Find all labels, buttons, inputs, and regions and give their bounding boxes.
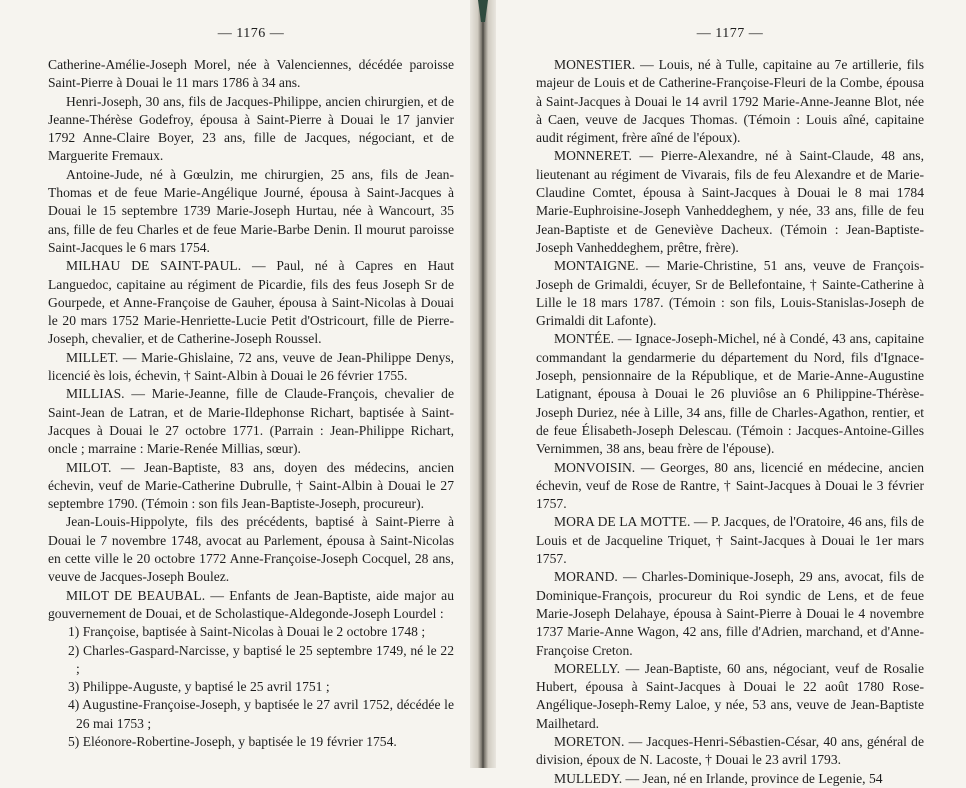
entry-mulledy: MULLEDY. — Jean, né en Irlande, province de Legenie, 54 <box>554 770 883 786</box>
entry-monneret: MONNERET. — Pierre-Alexandre, né à Saint-Claude, 48 ans, lieutenant au régiment de Vivarais, fils de feu Alexandre et de Marie-Claudine Comtet, épousa à Saint-Jacques à Douai le 8 mai 1784 Marie-Euphroisine-Joseph Vanheddeghem, y née, 33 ans, fille de feu Jean-Baptiste et de Geneviève Dacheux. (Témoin : Jean-Baptiste-Joseph Vanheddeghem, prêtre, frère). <box>536 148 924 255</box>
entry-antoine-jude: Antoine-Jude, né à Gœulzin, me chirurgien, 25 ans, fils de Jean-Thomas et de feue Marie-Angélique Journé, épousa à Saint-Jacques à Douai le 15 septembre 1739 Marie-Joseph Hurtau, née à Wancourt, 35 ans, fille de feu Charles et de feue Marie-Barbe Denin. Il mourut paroisse Saint-Jacques le 6 mars 1754. <box>48 166 454 255</box>
child-item: 2) Charles-Gaspard-Narcisse, y baptisé le 25 septembre 1749, né le 22 ; <box>68 642 454 676</box>
entry-millet: MILLET. — Marie-Ghislaine, 72 ans, veuve de Jean-Philippe Denys, licencié ès lois, échevin, † Saint-Albin à Douai le 26 février 1755. <box>48 349 454 384</box>
page-number-right: — 1177 — <box>696 26 764 41</box>
entry-milot: MILOT. — Jean-Baptiste, 83 ans, doyen des médecins, ancien échevin, veuf de Marie-Catherine Dubrulle, † Saint-Albin à Douai le 27 septembre 1790. (Témoin : son fils Jean-Baptiste-Joseph, procureur). <box>48 459 454 512</box>
entry-montaigne: MONTAIGNE. — Marie-Christine, 51 ans, veuve de François-Joseph de Grimaldi, écuyer, Sr de Bellefontaine, † Sainte-Catherine à Lille le 18 mars 1787. (Témoin : son fils, Louis-Stanislas-Joseph de Grimaldi dit Lafonte). <box>536 258 924 329</box>
children-list <box>48 623 454 751</box>
entry-moreton: MORETON. — Jacques-Henri-Sébastien-César, 40 ans, général de division, époux de N. Lacoste, † Douai le 23 avril 1793. <box>536 733 924 768</box>
entry-morel-continuation: Catherine-Amélie-Joseph Morel, née à Valenciennes, décédée paroisse Saint-Pierre à Douai le 11 mars 1786 à 34 ans. <box>48 57 454 91</box>
entry-mora-de-la-motte: MORA DE LA MOTTE. — P. Jacques, de l'Oratoire, 46 ans, fils de Louis et de Jacqueline Triquet, † Saint-Jacques à Douai le 1er mars 1757. <box>536 514 924 567</box>
child-item: 4) Augustine-Françoise-Joseph, y baptisée le 27 avril 1752, décédée le 26 mai 1753 ; <box>68 697 454 731</box>
book-gutter <box>470 0 496 768</box>
entry-monvoisin: MONVOISIN. — Georges, 80 ans, licencié en médecine, ancien échevin, veuf de Rose de Rantre, † Saint-Jacques à Douai le 3 février 1757. <box>536 459 924 512</box>
entry-morelly: MORELLY. — Jean-Baptiste, 60 ans, négociant, veuf de Rosalie Hubert, épousa à Saint-Jacques à Douai le 22 août 1780 Rose-Angélique-Joseph-Remy Laloe, y née, 53 ans, veuve de Jean-Baptiste Mailhetard. <box>536 660 924 731</box>
left-page <box>0 0 470 768</box>
child-item: 1) Françoise, baptisée à Saint-Nicolas à Douai le 2 octobre 1748 ; <box>68 624 426 640</box>
entry-morand: MORAND. — Charles-Dominique-Joseph, 29 ans, avocat, fils de Dominique-François, procureur du Roi syndic de Lens, et de feue Marie-Joseph Delahaye, épousa à Saint-Pierre à Douai le 4 novembre 1737 Marie-Anne Wagon, 42 ans, fille d'Adrien, marchand, et d'Anne-Françoise Creton. <box>536 569 924 658</box>
entry-jean-louis-hippolyte: Jean-Louis-Hippolyte, fils des précédents, baptisé à Saint-Pierre à Douai le 7 novembre 1748, avocat au Parlement, épousa à Saint-Nicolas en cette ville le 20 octobre 1772 Anne-Françoise-Joseph Cocquel, 28 ans, veuve de Jacques-Joseph Boulez. <box>48 514 454 585</box>
child-item: 5) Eléonore-Robertine-Joseph, y baptisée le 19 février 1754. <box>68 733 397 749</box>
left-entries <box>48 56 454 751</box>
entry-milhau: MILHAU DE SAINT-PAUL. — Paul, né à Capres en Haut Languedoc, capitaine au régiment de Picardie, fils des feus Joseph Sr de Gourpede, et Anne-Françoise de Gauher, épousa à Saint-Nicolas à Douai le 20 mars 1752 Marie-Henriette-Lucie Petit d'Ostricourt, fille de Pierre-Joseph, chevalier, et de Catherine-Joseph Roussel. <box>48 258 454 347</box>
right-entries <box>536 56 924 788</box>
child-item: 3) Philippe-Auguste, y baptisé le 25 avril 1751 ; <box>68 679 330 695</box>
entry-montee: MONTÉE. — Ignace-Joseph-Michel, né à Condé, 43 ans, capitaine commandant la gendarmerie du département du Nord, fils d'Ignace-Joseph, pensionnaire de la République, et de Marie-Anne-Augustine Latignant, épousa à Douai le 26 pluviôse an 6 Philippine-Thérèse-Joseph Duriez, née à Lille, 34 ans, fille de Charles-Agathon, rentier, et de feue Élisabeth-Joseph Delescau. (Témoin : Jacques-Antoine-Gilles Vernimmen, 38 ans, beau frère de l'épouse). <box>536 331 924 457</box>
right-page <box>496 0 966 786</box>
entry-monestier: MONESTIER. — Louis, né à Tulle, capitaine au 7e artillerie, fils majeur de Louis et de Catherine-Françoise-Fleuri de la Combe, épousa à Saint-Jacques à Douai le 14 avril 1792 Marie-Anne-Jeanne Blot, née à Caen, veuve de Jacques Thomas. (Témoin : Louis aîné, capitaine audit régiment, frère aîné de l'époux). <box>536 57 924 146</box>
entry-millias: MILLIAS. — Marie-Jeanne, fille de Claude-François, chevalier de Saint-Jean de Latran, et de Marie-Ildephonse Richart, baptisée à Saint-Jacques à Douai le 27 octobre 1771. (Parrain : Jean-Philippe Richart, oncle ; marraine : Marie-Renée Millias, sœur). <box>48 386 454 457</box>
entry-henri-joseph: Henri-Joseph, 30 ans, fils de Jacques-Philippe, ancien chirurgien, et de Jeanne-Thérèse Godefroy, épousa à Saint-Pierre à Douai le 17 janvier 1792 Anne-Claire Boyer, 23 ans, fille de Jacques, négociant, et de Marguerite Fremaux. <box>48 93 454 164</box>
entry-milot-de-beaubal: MILOT DE BEAUBAL. — Enfants de Jean-Baptiste, aide major au gouvernement de Douai, et de Scholastique-Aldegonde-Joseph Lourdel : <box>48 587 454 621</box>
page-number-left: — 1176 — <box>217 26 285 41</box>
